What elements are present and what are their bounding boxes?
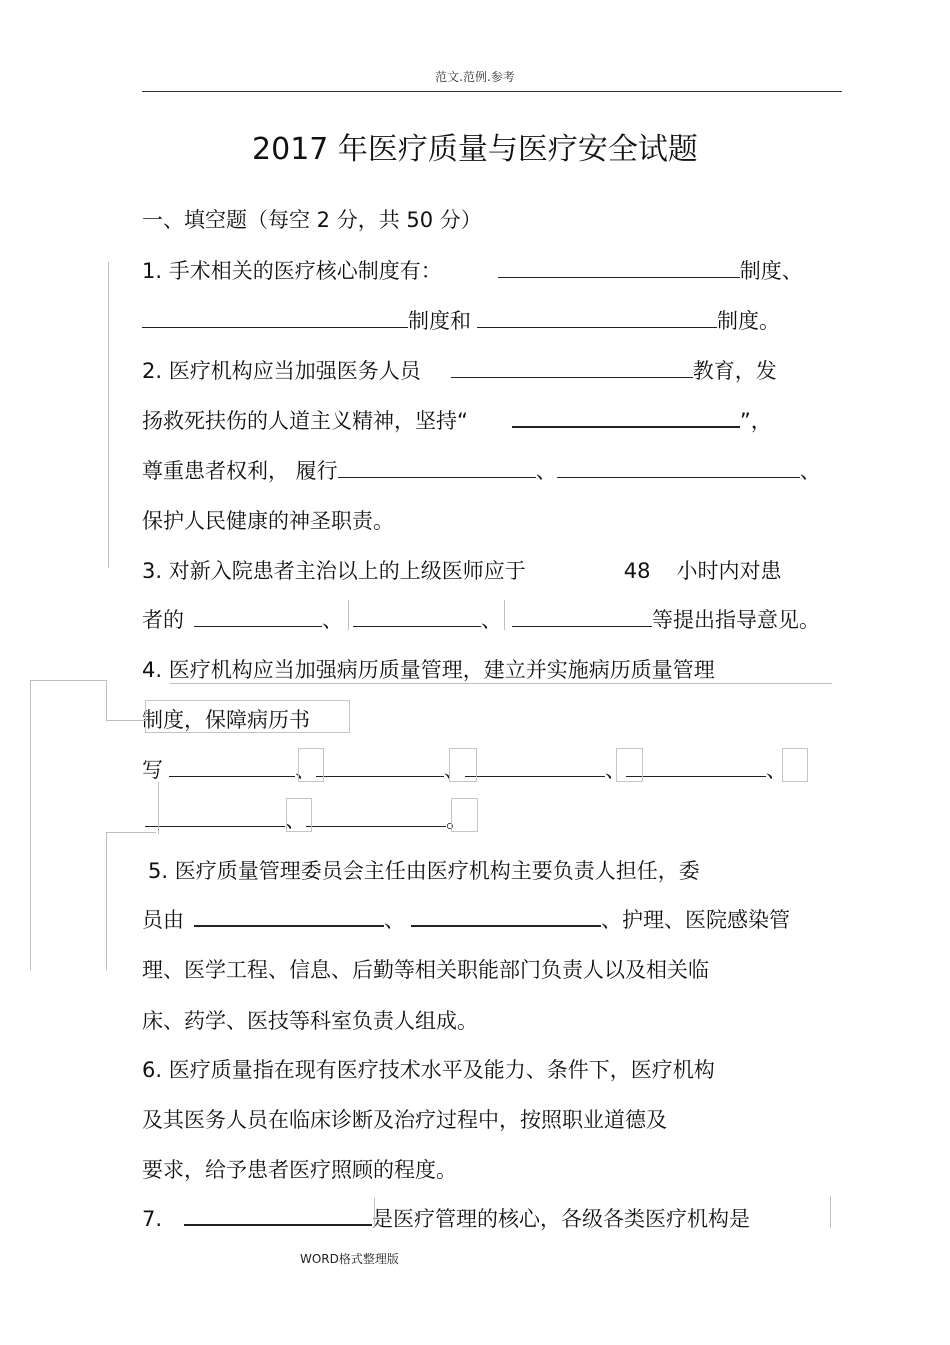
q3-text: 、 [322, 608, 343, 632]
q2-blank-1[interactable] [451, 357, 693, 378]
artifact-vertical-line [30, 680, 31, 970]
artifact-box [616, 748, 643, 782]
q4-sep: 、 [766, 758, 787, 782]
artifact-box [782, 748, 808, 782]
q1-blank-1[interactable] [498, 257, 740, 278]
q4-line-1: 4. 医疗机构应当加强病历质量管理，建立并实施病历质量管理 [142, 658, 715, 682]
q7-line-1 [142, 1203, 750, 1233]
q1-blank-2[interactable] [142, 307, 408, 328]
artifact-vertical-line [106, 832, 107, 970]
q2-text: 教育，发 [692, 359, 777, 383]
q2-blank-4[interactable] [557, 457, 800, 478]
q7-text: 7. [142, 1207, 163, 1231]
q7-text: 是医疗管理的核心，各级各类医疗机构是 [372, 1207, 751, 1231]
q3-text: 小时内对患 [676, 559, 782, 583]
artifact-vertical-line [504, 600, 505, 630]
q1-line-1 [142, 255, 803, 285]
artifact-box [451, 798, 478, 832]
q2-blank-2[interactable] [512, 406, 740, 428]
artifact-box [145, 700, 350, 733]
q2-text: 、 [799, 459, 821, 483]
q4-blank-3[interactable] [465, 756, 605, 777]
q4-sep: 、 [295, 758, 316, 782]
q1-text: 制度和 [408, 309, 471, 333]
q2-line-2 [142, 405, 772, 435]
q2-text: ”， [739, 409, 772, 433]
q5-blank-2[interactable] [411, 905, 601, 927]
q2-text: 、 [535, 459, 557, 483]
q6-line-2: 及其医务人员在临床诊断及治疗过程中，按照职业道德及 [142, 1108, 667, 1132]
artifact-box [449, 748, 477, 782]
q2-text: 2. 医疗机构应当加强医务人员 [142, 359, 421, 383]
q1-line-2 [142, 305, 780, 335]
q3-blank-1[interactable] [194, 606, 322, 627]
q2-text: 扬救死扶伤的人道主义精神，坚持“ [142, 409, 468, 433]
q3-blank-3[interactable] [512, 606, 652, 627]
artifact-vertical-line [348, 600, 349, 630]
q1-text: 制度、 [739, 259, 803, 283]
artifact-box [298, 748, 324, 782]
q5-text: 、 [384, 908, 405, 932]
q4-sep: 、 [605, 758, 626, 782]
q3-text: 3. 对新入院患者主治以上的上级医师应于 [142, 559, 526, 583]
q2-line-4: 保护人民健康的神圣职责。 [142, 509, 394, 533]
q7-blank-1[interactable] [184, 1204, 372, 1226]
q1-text: 制度。 [717, 309, 780, 333]
q4-blank-5[interactable] [145, 806, 285, 827]
artifact-box [286, 798, 312, 832]
artifact-vertical-line [374, 1198, 375, 1228]
q6-line-1: 6. 医疗质量指在现有医疗技术水平及能力、条件下，医疗机构 [142, 1058, 715, 1082]
q4-sep: 、 [444, 758, 465, 782]
header-divider [142, 91, 842, 92]
q3-line-2 [142, 604, 820, 634]
page-footer: WORD格式整理版 [300, 1252, 399, 1266]
q3-text: 等提出指导意见。 [652, 608, 820, 632]
q5-line-4: 床、药学、医技等科室负责人组成。 [142, 1009, 478, 1033]
q2-line-1 [142, 355, 777, 385]
q1-text: 1. 手术相关的医疗核心制度有： [142, 259, 442, 283]
artifact-vertical-line [108, 262, 109, 568]
q3-text: 者的 [142, 608, 184, 632]
q2-blank-3[interactable] [338, 457, 536, 478]
q1-blank-3[interactable] [477, 307, 717, 328]
artifact-vertical-line [830, 1196, 831, 1228]
q5-text: 、护理、医院感染管 [601, 908, 790, 932]
q4-line-2: 制度，保障病历书 [142, 708, 310, 732]
q4-blank-1[interactable] [169, 756, 295, 777]
q5-text: 员由 [142, 908, 184, 932]
artifact-horizontal-line [30, 680, 106, 681]
q4-end: 。 [446, 808, 467, 832]
q3-blank-2[interactable] [353, 606, 481, 627]
q6-line-3: 要求，给予患者医疗照顾的程度。 [142, 1158, 457, 1182]
artifact-vertical-line [106, 680, 107, 720]
artifact-vertical-line [158, 782, 159, 834]
q4-sep: 、 [285, 808, 306, 832]
q4-blank-2[interactable] [316, 756, 444, 777]
section-heading: 一、填空题（每空 2 分，共 50 分） [142, 208, 482, 232]
q5-blank-1[interactable] [194, 905, 384, 927]
q3-text: 、 [481, 608, 502, 632]
page-header: 范文.范例.参考 [435, 70, 515, 84]
q5-line-1: 5. 医疗质量管理委员会主任由医疗机构主要负责人担任，委 [148, 859, 700, 883]
q5-line-2 [142, 904, 790, 934]
q4-blank-4[interactable] [626, 756, 766, 777]
q5-line-3: 理、医学工程、信息、后勤等相关职能部门负责人以及相关临 [142, 958, 709, 982]
artifact-horizontal-line [170, 683, 832, 684]
document-title: 2017 年医疗质量与医疗安全试题 [252, 132, 698, 167]
q4-text: 写 [142, 758, 163, 782]
q4-blank-6[interactable] [306, 806, 446, 827]
artifact-horizontal-line [106, 720, 146, 721]
q3-line-1 [142, 555, 781, 585]
q3-hours: 48 [623, 559, 651, 583]
q2-line-3 [142, 455, 821, 485]
q2-text: 尊重患者权利， 履行 [142, 459, 338, 483]
artifact-horizontal-line [106, 832, 156, 833]
